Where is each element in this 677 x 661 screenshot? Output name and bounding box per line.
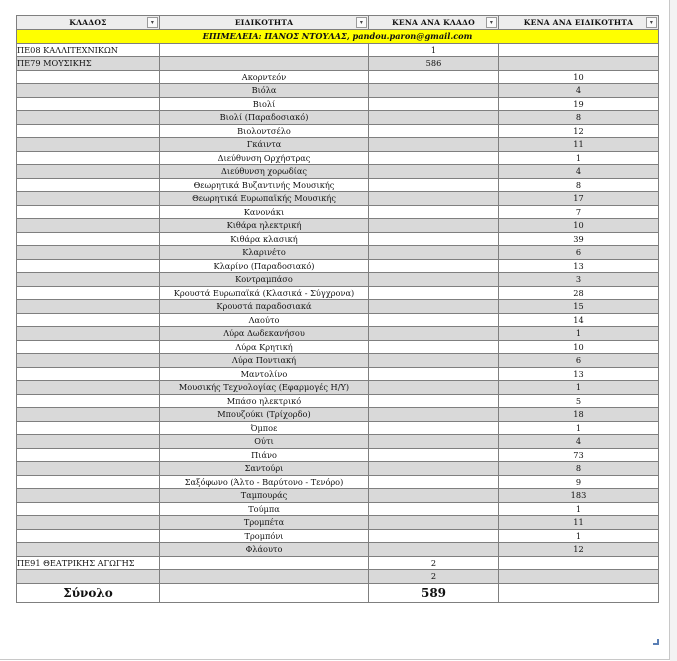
cell-klados[interactable] (17, 286, 160, 300)
cell-klados[interactable] (17, 394, 160, 408)
table-row (17, 151, 659, 165)
cell-eidikotita[interactable]: Μπουζούκι (Τρίχορδο) (160, 408, 369, 422)
cell-eidikotita[interactable]: Ακορντεόν (160, 70, 369, 84)
table-row (17, 381, 659, 395)
cell-klados[interactable] (17, 516, 160, 530)
table-row (17, 43, 659, 57)
cell-eidikotita[interactable]: Τούμπα (160, 502, 369, 516)
cell-eidikotita[interactable]: Βιολί (Παραδοσιακό) (160, 111, 369, 125)
cell-kena-klado[interactable] (369, 421, 499, 435)
cell-klados[interactable] (17, 138, 160, 152)
table-row (17, 259, 659, 273)
cell-eidikotita[interactable]: Ούτι (160, 435, 369, 449)
cell-eidikotita[interactable]: Πιάνο (160, 448, 369, 462)
cell-kena-eidikotita[interactable]: 8 (499, 111, 659, 125)
cell-eidikotita[interactable]: Κανονάκι (160, 205, 369, 219)
cell-kena-eidikotita[interactable]: 14 (499, 313, 659, 327)
cell-kena-klado[interactable] (369, 354, 499, 368)
cell-kena-klado[interactable]: 2 (369, 556, 499, 570)
header-label: ΚΕΝΑ ΑΝΑ ΕΙΔΙΚΟΤΗΤΑ (523, 17, 634, 27)
cell-kena-eidikotita[interactable]: 11 (499, 138, 659, 152)
table-row (17, 124, 659, 138)
table-row (17, 340, 659, 354)
cell-kena-eidikotita[interactable]: 39 (499, 232, 659, 246)
table-row (17, 516, 659, 530)
table-row (17, 448, 659, 462)
cell-kena-eidikotita[interactable]: 6 (499, 354, 659, 368)
cell-kena-klado[interactable]: 586 (369, 57, 499, 71)
cell-eidikotita[interactable]: Διεύθυνση χορωδίας (160, 165, 369, 179)
total-empty[interactable] (499, 583, 659, 602)
cell-kena-klado[interactable] (369, 232, 499, 246)
cell-kena-eidikotita[interactable]: 13 (499, 259, 659, 273)
cell-eidikotita[interactable]: Μαντολίνο (160, 367, 369, 381)
cell-kena-klado[interactable] (369, 340, 499, 354)
cell-klados[interactable] (17, 421, 160, 435)
banner-row (17, 30, 659, 44)
header-kena-klado (369, 16, 499, 30)
table-row (17, 367, 659, 381)
cell-klados[interactable] (17, 313, 160, 327)
cell-eidikotita[interactable]: Λύρα Δωδεκανήσου (160, 327, 369, 341)
table-row (17, 354, 659, 368)
cell-kena-klado[interactable] (369, 124, 499, 138)
table-row (17, 529, 659, 543)
cell-eidikotita[interactable]: Κιθάρα κλασική (160, 232, 369, 246)
cell-kena-klado[interactable] (369, 111, 499, 125)
cell-klados[interactable] (17, 205, 160, 219)
cell-klados[interactable] (17, 259, 160, 273)
cell-eidikotita[interactable]: Βιολοντσέλο (160, 124, 369, 138)
cell-kena-eidikotita[interactable]: 183 (499, 489, 659, 503)
table-row (17, 502, 659, 516)
cell-kena-eidikotita[interactable]: 8 (499, 462, 659, 476)
cell-klados[interactable] (17, 124, 160, 138)
cell-eidikotita[interactable] (160, 43, 369, 57)
table-row (17, 232, 659, 246)
cell-klados[interactable] (17, 529, 160, 543)
cell-kena-eidikotita[interactable]: 5 (499, 394, 659, 408)
table-row (17, 57, 659, 71)
cell-eidikotita[interactable] (160, 556, 369, 570)
cell-kena-eidikotita[interactable]: 1 (499, 151, 659, 165)
cell-kena-eidikotita[interactable]: 12 (499, 124, 659, 138)
header-klados (17, 16, 160, 30)
cell-kena-eidikotita[interactable]: 9 (499, 475, 659, 489)
cell-klados[interactable] (17, 232, 160, 246)
cell-kena-eidikotita[interactable]: 10 (499, 70, 659, 84)
cell-kena-eidikotita[interactable]: 1 (499, 381, 659, 395)
cell-klados[interactable] (17, 489, 160, 503)
header-eidikotita (160, 16, 369, 30)
table-row (17, 97, 659, 111)
cell-kena-klado[interactable] (369, 367, 499, 381)
cell-eidikotita[interactable]: Βιολί (160, 97, 369, 111)
cell-kena-klado[interactable] (369, 84, 499, 98)
cell-kena-eidikotita[interactable]: 4 (499, 165, 659, 179)
cell-kena-eidikotita[interactable]: 28 (499, 286, 659, 300)
cell-eidikotita[interactable]: Σαξόφωνο (Άλτο - Βαρύτονο - Τενόρο) (160, 475, 369, 489)
cell-klados[interactable] (17, 570, 160, 584)
cell-eidikotita[interactable]: Λαούτο (160, 313, 369, 327)
cell-klados[interactable] (17, 543, 160, 557)
cell-klados[interactable] (17, 367, 160, 381)
table-row (17, 394, 659, 408)
cell-kena-eidikotita[interactable]: 3 (499, 273, 659, 287)
table-row (17, 84, 659, 98)
table-row (17, 286, 659, 300)
cell-klados[interactable]: ΠΕ08 ΚΑΛΛΙΤΕΧΝΙΚΩΝ (17, 43, 160, 57)
cell-klados[interactable] (17, 84, 160, 98)
cell-klados[interactable] (17, 475, 160, 489)
cell-kena-klado[interactable] (369, 529, 499, 543)
cell-eidikotita[interactable]: Μπάσο ηλεκτρικό (160, 394, 369, 408)
cell-eidikotita[interactable]: Τρομπόνι (160, 529, 369, 543)
cell-klados[interactable] (17, 435, 160, 449)
total-value[interactable]: 589 (369, 583, 499, 602)
cell-kena-eidikotita[interactable] (499, 43, 659, 57)
cell-kena-eidikotita[interactable] (499, 57, 659, 71)
cell-kena-klado[interactable]: 1 (369, 43, 499, 57)
cell-eidikotita[interactable] (160, 57, 369, 71)
cell-kena-klado[interactable] (369, 435, 499, 449)
cell-kena-eidikotita[interactable]: 19 (499, 97, 659, 111)
table-row (17, 475, 659, 489)
cell-kena-klado[interactable] (369, 205, 499, 219)
header-label: ΚΕΝΑ ΑΝΑ ΚΛΑΔΟ (392, 17, 475, 27)
cell-klados[interactable] (17, 381, 160, 395)
cell-kena-klado[interactable] (369, 246, 499, 260)
cell-kena-klado[interactable] (369, 300, 499, 314)
cell-klados[interactable]: ΠΕ79 ΜΟΥΣΙΚΗΣ (17, 57, 160, 71)
cell-kena-klado[interactable] (369, 70, 499, 84)
cell-klados[interactable] (17, 97, 160, 111)
cell-kena-eidikotita[interactable] (499, 570, 659, 584)
table-row (17, 246, 659, 260)
cell-eidikotita[interactable]: Κρουστά παραδοσιακά (160, 300, 369, 314)
cell-kena-klado[interactable] (369, 543, 499, 557)
table-row (17, 165, 659, 179)
cell-kena-eidikotita[interactable]: 17 (499, 192, 659, 206)
cell-kena-klado[interactable] (369, 286, 499, 300)
cell-kena-klado[interactable] (369, 97, 499, 111)
cell-kena-klado[interactable] (369, 313, 499, 327)
cell-kena-eidikotita[interactable]: 1 (499, 529, 659, 543)
cell-klados[interactable] (17, 192, 160, 206)
header-label: ΚΛΑΔΟΣ (69, 17, 107, 27)
cell-eidikotita[interactable]: Κιθάρα ηλεκτρική (160, 219, 369, 233)
cell-kena-eidikotita[interactable] (499, 556, 659, 570)
table-row (17, 273, 659, 287)
window-edge (670, 0, 677, 661)
cell-eidikotita[interactable]: Θεωρητικά Βυζαντινής Μουσικής (160, 178, 369, 192)
filter-dropdown-icon[interactable]: ▾ (356, 17, 367, 28)
cell-klados[interactable] (17, 408, 160, 422)
cell-eidikotita[interactable]: Μουσικής Τεχνολογίας (Εφαρμογές Η/Υ) (160, 381, 369, 395)
cell-kena-eidikotita[interactable]: 4 (499, 84, 659, 98)
table-row (17, 489, 659, 503)
cell-kena-klado[interactable] (369, 448, 499, 462)
cell-eidikotita[interactable]: Λύρα Ποντιακή (160, 354, 369, 368)
cell-eidikotita[interactable]: Κοντραμπάσο (160, 273, 369, 287)
filter-dropdown-icon[interactable]: ▾ (646, 17, 657, 28)
cell-kena-eidikotita[interactable]: 4 (499, 435, 659, 449)
cell-klados[interactable] (17, 354, 160, 368)
header-label: ΕΙΔΙΚΟΤΗΤΑ (234, 17, 294, 27)
cell-kena-eidikotita[interactable]: 1 (499, 421, 659, 435)
cell-kena-klado[interactable] (369, 489, 499, 503)
cell-kena-klado[interactable] (369, 394, 499, 408)
table-row (17, 435, 659, 449)
cell-klados[interactable] (17, 178, 160, 192)
cell-kena-klado[interactable] (369, 381, 499, 395)
cell-klados[interactable] (17, 300, 160, 314)
table-row (17, 178, 659, 192)
cell-kena-klado[interactable] (369, 273, 499, 287)
cell-klados[interactable] (17, 448, 160, 462)
cell-kena-eidikotita[interactable]: 12 (499, 543, 659, 557)
cell-klados[interactable] (17, 340, 160, 354)
cell-eidikotita[interactable] (160, 570, 369, 584)
cell-eidikotita[interactable]: Σαντούρι (160, 462, 369, 476)
filter-dropdown-icon[interactable]: ▾ (486, 17, 497, 28)
cell-klados[interactable] (17, 111, 160, 125)
cell-kena-klado[interactable] (369, 327, 499, 341)
banner-text[interactable]: ΕΠΙΜΕΛΕΙΑ: ΠΑΝΟΣ ΝΤΟΥΛΑΣ, pandou.paron@gmail.com (17, 30, 659, 44)
cell-kena-eidikotita[interactable]: 10 (499, 340, 659, 354)
cell-klados[interactable] (17, 70, 160, 84)
header-row (17, 16, 659, 30)
cell-klados[interactable] (17, 462, 160, 476)
cell-klados[interactable] (17, 219, 160, 233)
cell-kena-klado[interactable] (369, 502, 499, 516)
cell-eidikotita[interactable]: Γκάιντα (160, 138, 369, 152)
cell-kena-klado[interactable] (369, 178, 499, 192)
table-row (17, 462, 659, 476)
cell-eidikotita[interactable]: Τρομπέτα (160, 516, 369, 530)
table-row (17, 556, 659, 570)
cell-kena-eidikotita[interactable]: 13 (499, 367, 659, 381)
cell-kena-klado[interactable] (369, 516, 499, 530)
cell-kena-eidikotita[interactable]: 7 (499, 205, 659, 219)
total-empty[interactable] (160, 583, 369, 602)
filter-dropdown-icon[interactable]: ▾ (147, 17, 158, 28)
cell-eidikotita[interactable]: Βιόλα (160, 84, 369, 98)
table-row (17, 543, 659, 557)
cell-kena-klado[interactable] (369, 462, 499, 476)
cell-kena-klado[interactable] (369, 219, 499, 233)
cell-eidikotita[interactable]: Κρουστά Ευρωπαϊκά (Κλασικά - Σύγχρονα) (160, 286, 369, 300)
cell-klados[interactable] (17, 165, 160, 179)
table-row (17, 327, 659, 341)
cell-kena-klado[interactable] (369, 259, 499, 273)
cell-kena-eidikotita[interactable]: 1 (499, 502, 659, 516)
resize-handle-icon[interactable] (653, 639, 659, 645)
cell-klados[interactable]: ΠΕ91 ΘΕΑΤΡΙΚΗΣ ΑΓΩΓΗΣ (17, 556, 160, 570)
table-row (17, 70, 659, 84)
cell-eidikotita[interactable]: Φλάουτο (160, 543, 369, 557)
cell-kena-klado[interactable] (369, 408, 499, 422)
table-row (17, 205, 659, 219)
cell-eidikotita[interactable]: Ταμπουράς (160, 489, 369, 503)
cell-eidikotita[interactable]: Λύρα Κρητική (160, 340, 369, 354)
cell-kena-eidikotita[interactable]: 1 (499, 327, 659, 341)
cell-kena-eidikotita[interactable]: 11 (499, 516, 659, 530)
cell-eidikotita[interactable]: Όμποε (160, 421, 369, 435)
cell-eidikotita[interactable]: Θεωρητικά Ευρωπαϊκής Μουσικής (160, 192, 369, 206)
table-row (17, 300, 659, 314)
table-row (17, 408, 659, 422)
cell-kena-klado[interactable] (369, 138, 499, 152)
cell-kena-eidikotita[interactable]: 15 (499, 300, 659, 314)
cell-klados[interactable] (17, 151, 160, 165)
cell-kena-eidikotita[interactable]: 18 (499, 408, 659, 422)
table-row (17, 313, 659, 327)
table-body (17, 30, 659, 603)
total-row (17, 583, 659, 602)
data-table (16, 15, 659, 603)
cell-kena-eidikotita[interactable]: 6 (499, 246, 659, 260)
cell-kena-eidikotita[interactable]: 8 (499, 178, 659, 192)
cell-klados[interactable] (17, 246, 160, 260)
table-row (17, 111, 659, 125)
cell-eidikotita[interactable]: Κλαρίνο (Παραδοσιακό) (160, 259, 369, 273)
cell-kena-klado[interactable] (369, 192, 499, 206)
cell-klados[interactable] (17, 273, 160, 287)
cell-kena-klado[interactable] (369, 165, 499, 179)
table-row (17, 192, 659, 206)
cell-kena-klado[interactable] (369, 475, 499, 489)
cell-kena-klado[interactable] (369, 151, 499, 165)
cell-eidikotita[interactable]: Διεύθυνση Ορχήστρας (160, 151, 369, 165)
cell-kena-eidikotita[interactable]: 73 (499, 448, 659, 462)
table-row (17, 421, 659, 435)
table-row (17, 219, 659, 233)
header-kena-eidikotita (499, 16, 659, 30)
cell-klados[interactable] (17, 327, 160, 341)
cell-eidikotita[interactable]: Κλαρινέτο (160, 246, 369, 260)
cell-kena-eidikotita[interactable]: 10 (499, 219, 659, 233)
table-row (17, 138, 659, 152)
total-label[interactable]: Σύνολο (17, 583, 160, 602)
cell-klados[interactable] (17, 502, 160, 516)
cell-kena-klado[interactable]: 2 (369, 570, 499, 584)
table-row (17, 570, 659, 584)
